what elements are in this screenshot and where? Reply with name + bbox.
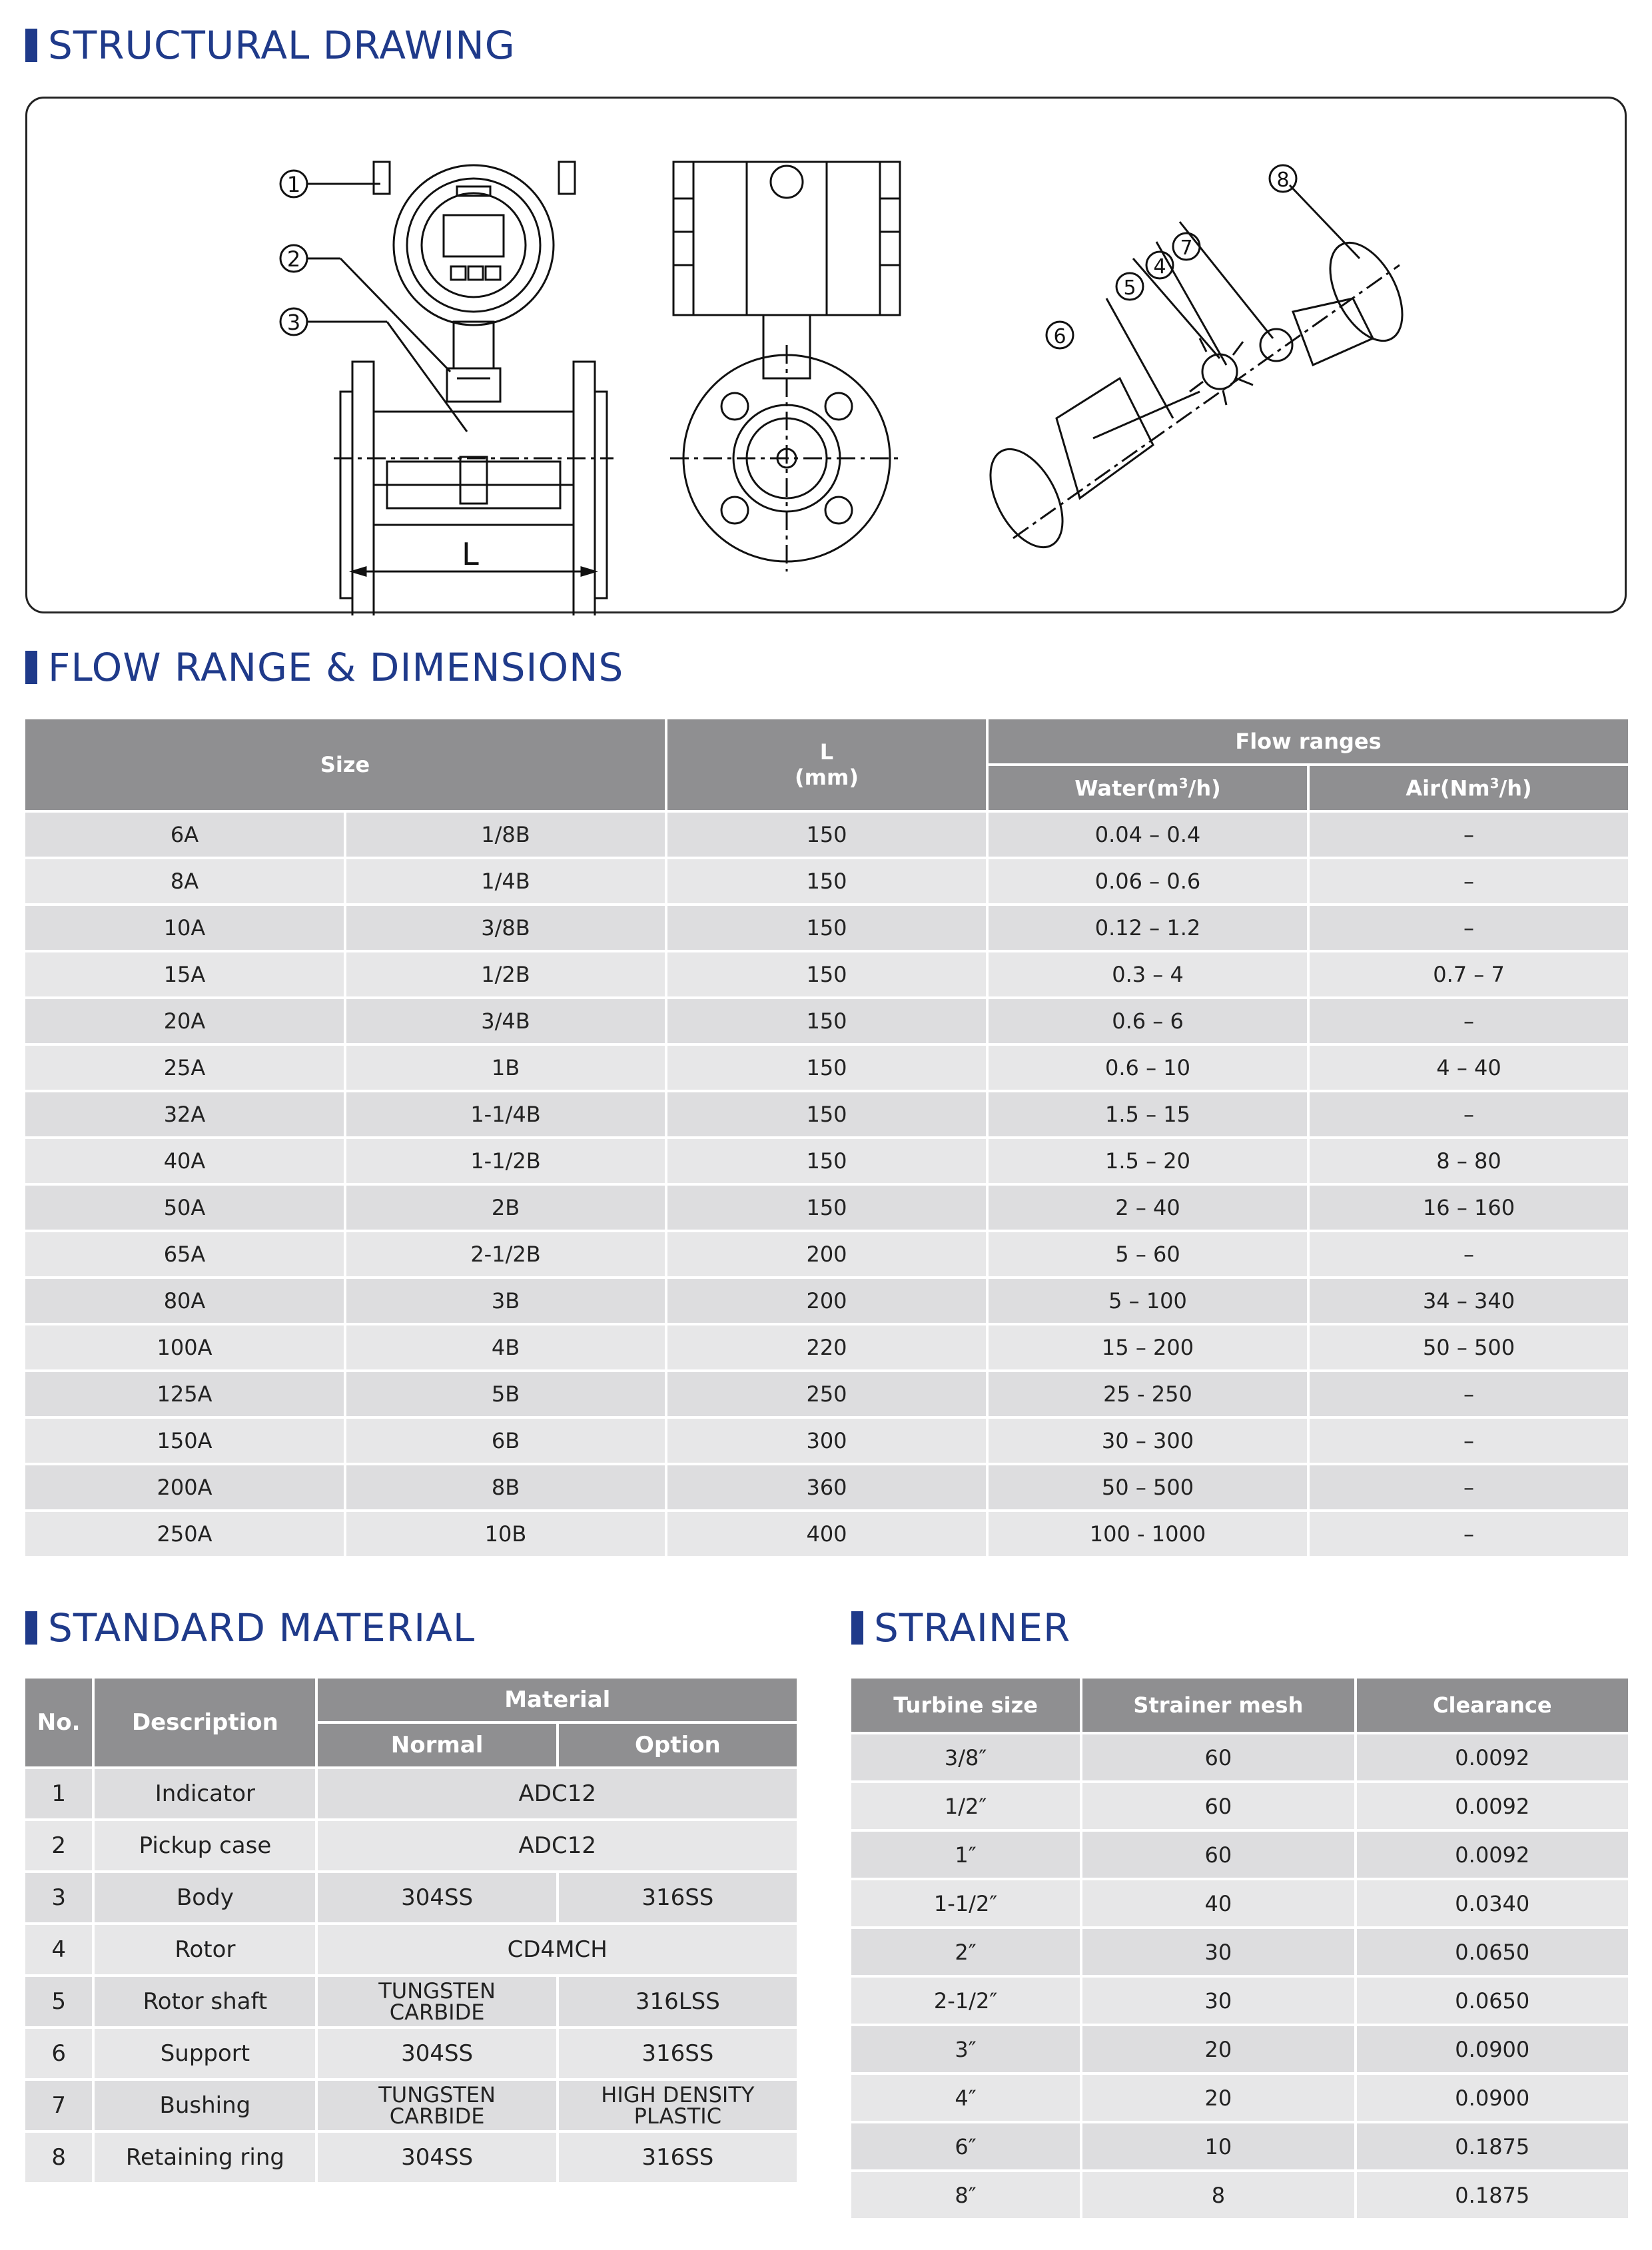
clearance-cell: 0.0092 (1357, 1783, 1628, 1829)
header-l: L (mm) (667, 719, 986, 810)
clearance-cell: 0.0650 (1357, 1978, 1628, 2024)
table-row (25, 2081, 797, 2130)
header-option: Option (559, 1724, 797, 1766)
section-marker-icon (851, 1611, 863, 1645)
size-b-cell: 2-1/2B (346, 1232, 665, 1276)
size-a-cell: 250A (25, 1512, 344, 1556)
table-row (25, 1046, 1628, 1090)
size-b-cell: 5B (346, 1372, 665, 1416)
description-cell: Support (95, 2029, 315, 2078)
section-marker-icon (25, 651, 37, 684)
table-row (851, 2123, 1628, 2169)
no-cell: 1 (25, 1769, 92, 1818)
table-row (25, 1092, 1628, 1136)
strainer-mesh-cell: 20 (1082, 2026, 1354, 2072)
normal-material-cell: TUNGSTEN CARBIDE (318, 1977, 556, 2026)
length-cell: 150 (667, 859, 986, 903)
size-b-cell: 1/2B (346, 952, 665, 996)
length-cell: 200 (667, 1279, 986, 1323)
clearance-cell: 0.0900 (1357, 2075, 1628, 2121)
size-b-cell: 3/4B (346, 999, 665, 1043)
length-cell: 150 (667, 1139, 986, 1183)
size-a-cell: 125A (25, 1372, 344, 1416)
description-cell: Rotor shaft (95, 1977, 315, 2026)
table-row (851, 1783, 1628, 1829)
material-table (23, 1676, 799, 2185)
size-b-cell: 3B (346, 1279, 665, 1323)
size-b-cell: 1-1/2B (346, 1139, 665, 1183)
callout-1: 1 (286, 172, 301, 197)
length-cell: 150 (667, 952, 986, 996)
material-cell: ADC12 (318, 1821, 797, 1870)
material-cell: CD4MCH (318, 1925, 797, 1974)
size-b-cell: 1/4B (346, 859, 665, 903)
callout-7: 7 (1180, 236, 1193, 260)
size-a-cell: 100A (25, 1325, 344, 1369)
size-b-cell: 1/8B (346, 813, 665, 857)
front-view-drawing (280, 162, 614, 615)
flow-range-table (23, 717, 1631, 1559)
water-range-cell: 0.3 – 4 (989, 952, 1307, 996)
size-a-cell: 15A (25, 952, 344, 996)
turbine-size-cell: 2″ (851, 1929, 1080, 1975)
no-cell: 4 (25, 1925, 92, 1974)
length-cell: 150 (667, 906, 986, 950)
table-row (25, 906, 1628, 950)
air-range-cell: 34 – 340 (1310, 1279, 1628, 1323)
strainer-mesh-cell: 30 (1082, 1978, 1354, 2024)
size-a-cell: 80A (25, 1279, 344, 1323)
description-cell: Body (95, 1873, 315, 1922)
table-row (851, 1880, 1628, 1926)
exploded-view-drawing (976, 165, 1418, 559)
water-range-cell: 5 – 60 (989, 1232, 1307, 1276)
clearance-cell: 0.0340 (1357, 1880, 1628, 1926)
air-range-cell: – (1310, 1092, 1628, 1136)
length-cell: 220 (667, 1325, 986, 1369)
header-turbine-size: Turbine size (851, 1679, 1080, 1732)
size-b-cell: 4B (346, 1325, 665, 1369)
air-range-cell: – (1310, 906, 1628, 950)
header-water: $Water(m^3/h)$ (989, 766, 1307, 810)
size-a-cell: 50A (25, 1186, 344, 1230)
size-a-cell: 20A (25, 999, 344, 1043)
option-material-cell: 316SS (559, 2029, 797, 2078)
size-a-cell: 10A (25, 906, 344, 950)
size-a-cell: 200A (25, 1465, 344, 1509)
air-range-cell: – (1310, 859, 1628, 903)
turbine-size-cell: 1/2″ (851, 1783, 1080, 1829)
table-row (25, 1873, 797, 1922)
table-row (25, 1769, 797, 1818)
header-material: Material (318, 1679, 797, 1721)
air-range-cell: – (1310, 813, 1628, 857)
table-row (851, 2075, 1628, 2121)
section-title-flow: FLOW RANGE & DIMENSIONS (25, 645, 623, 690)
length-cell: 150 (667, 1186, 986, 1230)
length-cell: 150 (667, 813, 986, 857)
strainer-mesh-cell: 60 (1082, 1783, 1354, 1829)
length-cell: 150 (667, 1092, 986, 1136)
water-range-cell: 100 - 1000 (989, 1512, 1307, 1556)
table-row (25, 1925, 797, 1974)
no-cell: 8 (25, 2133, 92, 2182)
normal-material-cell: 304SS (318, 2133, 556, 2182)
water-range-cell: 15 – 200 (989, 1325, 1307, 1369)
strainer-mesh-cell: 8 (1082, 2172, 1354, 2218)
water-range-cell: 50 – 500 (989, 1465, 1307, 1509)
length-cell: 250 (667, 1372, 986, 1416)
callout-5: 5 (1123, 276, 1136, 300)
water-range-cell: 0.12 – 1.2 (989, 906, 1307, 950)
header-clearance: Clearance (1357, 1679, 1628, 1732)
strainer-mesh-cell: 20 (1082, 2075, 1354, 2121)
turbine-size-cell: 2-1/2″ (851, 1978, 1080, 2024)
turbine-size-cell: 4″ (851, 2075, 1080, 2121)
option-material-cell: 316SS (559, 2133, 797, 2182)
length-cell: 200 (667, 1232, 986, 1276)
strainer-mesh-cell: 40 (1082, 1880, 1354, 1926)
no-cell: 5 (25, 1977, 92, 2026)
header-air: Air(Nm$^3$/h) (1310, 766, 1628, 810)
turbine-size-cell: 6″ (851, 2123, 1080, 2169)
size-b-cell: 1B (346, 1046, 665, 1090)
water-range-cell: 5 – 100 (989, 1279, 1307, 1323)
water-range-cell: 25 - 250 (989, 1372, 1307, 1416)
material-cell: ADC12 (318, 1769, 797, 1818)
callout-3: 3 (286, 310, 301, 335)
table-row (851, 1929, 1628, 1975)
strainer-mesh-cell: 30 (1082, 1929, 1354, 1975)
table-row (25, 1325, 1628, 1369)
water-range-cell: 30 – 300 (989, 1419, 1307, 1463)
no-cell: 3 (25, 1873, 92, 1922)
normal-material-cell: 304SS (318, 1873, 556, 1922)
water-range-cell: 2 – 40 (989, 1186, 1307, 1230)
section-title-structural: STRUCTURAL DRAWING (25, 23, 516, 68)
table-row (25, 1372, 1628, 1416)
flowmeter-drawing (27, 99, 1629, 615)
size-a-cell: 25A (25, 1046, 344, 1090)
turbine-size-cell: 8″ (851, 2172, 1080, 2218)
section-title-material: STANDARD MATERIAL (25, 1605, 475, 1651)
table-row (25, 1139, 1628, 1183)
turbine-size-cell: 1″ (851, 1832, 1080, 1878)
clearance-cell: 0.0650 (1357, 1929, 1628, 1975)
table-row (25, 813, 1628, 857)
water-range-cell: 1.5 – 20 (989, 1139, 1307, 1183)
header-flow-ranges: Flow ranges (989, 719, 1628, 763)
callout-4: 4 (1153, 255, 1166, 278)
strainer-table (849, 1676, 1631, 2221)
air-range-cell: 8 – 80 (1310, 1139, 1628, 1183)
table-row (25, 2029, 797, 2078)
normal-material-cell: TUNGSTEN CARBIDE (318, 2081, 556, 2130)
length-label: L (462, 536, 479, 572)
size-a-cell: 32A (25, 1092, 344, 1136)
table-row (25, 1279, 1628, 1323)
table-row (25, 1186, 1628, 1230)
strainer-mesh-cell: 60 (1082, 1832, 1354, 1878)
air-range-cell: 4 – 40 (1310, 1046, 1628, 1090)
size-a-cell: 40A (25, 1139, 344, 1183)
water-range-cell: 0.04 – 0.4 (989, 813, 1307, 857)
clearance-cell: 0.1875 (1357, 2172, 1628, 2218)
air-range-cell: 0.7 – 7 (1310, 952, 1628, 996)
air-range-cell: – (1310, 1465, 1628, 1509)
length-cell: 150 (667, 1046, 986, 1090)
description-cell: Pickup case (95, 1821, 315, 1870)
table-row (851, 1734, 1628, 1780)
table-row (25, 999, 1628, 1043)
table-row (25, 1419, 1628, 1463)
strainer-mesh-cell: 60 (1082, 1734, 1354, 1780)
no-cell: 2 (25, 1821, 92, 1870)
size-b-cell: 3/8B (346, 906, 665, 950)
no-cell: 6 (25, 2029, 92, 2078)
section-title-strainer: STRAINER (851, 1605, 1070, 1651)
table-row (851, 2172, 1628, 2218)
air-range-cell: 16 – 160 (1310, 1186, 1628, 1230)
table-row (25, 1232, 1628, 1276)
table-row (25, 952, 1628, 996)
table-row (851, 1978, 1628, 2024)
description-cell: Retaining ring (95, 2133, 315, 2182)
air-range-cell: – (1310, 999, 1628, 1043)
size-a-cell: 8A (25, 859, 344, 903)
air-range-cell: – (1310, 1232, 1628, 1276)
table-row (25, 859, 1628, 903)
callout-6: 6 (1053, 325, 1066, 348)
clearance-cell: 0.0900 (1357, 2026, 1628, 2072)
section-marker-icon (25, 29, 37, 62)
header-size: Size (25, 719, 665, 810)
header-normal: Normal (318, 1724, 556, 1766)
description-cell: Rotor (95, 1925, 315, 1974)
strainer-mesh-cell: 10 (1082, 2123, 1354, 2169)
description-cell: Indicator (95, 1769, 315, 1818)
water-range-cell: 0.6 – 6 (989, 999, 1307, 1043)
table-row (25, 1512, 1628, 1556)
size-a-cell: 150A (25, 1419, 344, 1463)
length-cell: 300 (667, 1419, 986, 1463)
option-material-cell: 316SS (559, 1873, 797, 1922)
size-b-cell: 1-1/4B (346, 1092, 665, 1136)
structural-drawing-panel (25, 97, 1627, 613)
header-strainer-mesh: Strainer mesh (1082, 1679, 1354, 1732)
length-cell: 150 (667, 999, 986, 1043)
water-range-cell: 1.5 – 15 (989, 1092, 1307, 1136)
option-material-cell: HIGH DENSITY PLASTIC (559, 2081, 797, 2130)
water-range-cell: 0.06 – 0.6 (989, 859, 1307, 903)
size-b-cell: 8B (346, 1465, 665, 1509)
header-no: No. (25, 1679, 92, 1766)
clearance-cell: 0.0092 (1357, 1734, 1628, 1780)
table-row (25, 1977, 797, 2026)
clearance-cell: 0.1875 (1357, 2123, 1628, 2169)
side-view-drawing (670, 162, 903, 571)
callout-2: 2 (286, 246, 301, 272)
section-marker-icon (25, 1611, 37, 1645)
air-range-cell: – (1310, 1512, 1628, 1556)
air-range-cell: – (1310, 1372, 1628, 1416)
length-cell: 360 (667, 1465, 986, 1509)
callout-8: 8 (1276, 169, 1290, 192)
water-range-cell: 0.6 – 10 (989, 1046, 1307, 1090)
turbine-size-cell: 3″ (851, 2026, 1080, 2072)
option-material-cell: 316LSS (559, 1977, 797, 2026)
table-row (851, 1832, 1628, 1878)
size-a-cell: 6A (25, 813, 344, 857)
length-cell: 400 (667, 1512, 986, 1556)
table-row (25, 1821, 797, 1870)
clearance-cell: 0.0092 (1357, 1832, 1628, 1878)
size-b-cell: 6B (346, 1419, 665, 1463)
table-row (25, 2133, 797, 2182)
table-row (25, 1465, 1628, 1509)
turbine-size-cell: 1-1/2″ (851, 1880, 1080, 1926)
normal-material-cell: 304SS (318, 2029, 556, 2078)
size-a-cell: 65A (25, 1232, 344, 1276)
air-range-cell: 50 – 500 (1310, 1325, 1628, 1369)
table-row (851, 2026, 1628, 2072)
size-b-cell: 2B (346, 1186, 665, 1230)
description-cell: Bushing (95, 2081, 315, 2130)
header-description: Description (95, 1679, 315, 1766)
air-range-cell: – (1310, 1419, 1628, 1463)
no-cell: 7 (25, 2081, 92, 2130)
turbine-size-cell: 3/8″ (851, 1734, 1080, 1780)
size-b-cell: 10B (346, 1512, 665, 1556)
